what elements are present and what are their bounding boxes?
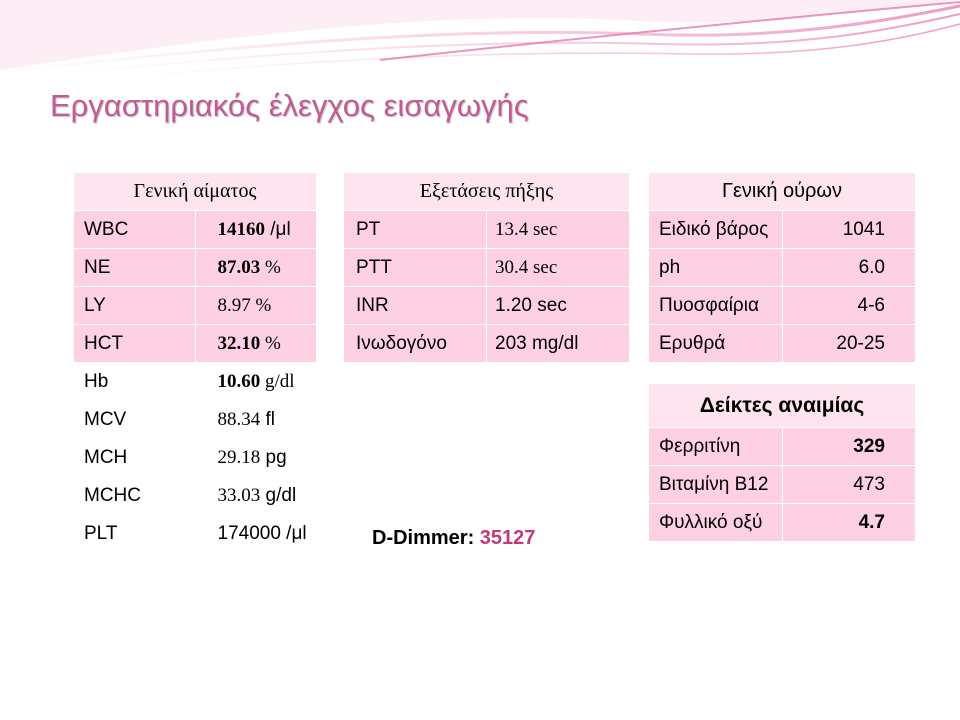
blood-count-unit: fl (260, 408, 276, 430)
blood-count-label: NE (74, 249, 196, 287)
table-row (649, 287, 916, 325)
anemia-label: Φερριτίνη (649, 428, 783, 466)
blood-count-unit: % (260, 256, 281, 278)
blood-count-number: 32.10 (217, 332, 261, 354)
blood-count-label: PLT (74, 515, 196, 553)
coagulation-header: Εξετάσεις πήξης (344, 173, 630, 211)
blood-count-unit: % (250, 294, 272, 316)
urine-label: ph (649, 249, 783, 287)
blood-count-label: MCH (74, 439, 196, 477)
anemia-indices-header: Δείκτες αναιμίας (649, 384, 916, 428)
urine-label: Πυοσφαίρια (649, 287, 783, 325)
table-row (649, 249, 916, 287)
table-row (649, 504, 916, 542)
d-dimer-label: D-Dimmer: (372, 527, 480, 549)
blood-count-label: HCT (74, 325, 196, 363)
coagulation-value: 1.20 sec (487, 287, 630, 325)
table-row (344, 287, 630, 325)
anemia-indices-table (648, 383, 916, 542)
table-row (344, 211, 630, 249)
coagulation-label: Ινωδογόνο (344, 325, 487, 363)
blood-count-number: 10.60 (217, 370, 261, 392)
blood-count-number: 33.03 (217, 484, 261, 506)
blood-count-unit: /μl (280, 522, 307, 544)
coagulation-value: 30.4 sec (487, 249, 630, 287)
urine-value: 20-25 (782, 325, 916, 363)
anemia-value: 4.7 (782, 504, 916, 542)
blood-count-unit: % (260, 332, 281, 354)
table-row (74, 325, 317, 363)
blood-count-label: MCV (74, 401, 196, 439)
anemia-value: 473 (782, 466, 916, 504)
blood-count-header: Γενική αίματος (74, 173, 317, 211)
table-row (649, 466, 916, 504)
d-dimer-result (372, 527, 535, 550)
table-row (344, 325, 630, 363)
blood-count-unit: g/dl (260, 370, 295, 392)
table-row (74, 249, 317, 287)
anemia-label: Βιταμίνη Β12 (649, 466, 783, 504)
urine-header: Γενική ούρων (649, 173, 916, 211)
coagulation-label: PT (344, 211, 487, 249)
coagulation-value: 203 mg/dl (487, 325, 630, 363)
blood-count-number: 174000 (217, 522, 281, 544)
table-row (74, 439, 317, 477)
decorative-swoosh (0, 0, 960, 100)
anemia-label: Φυλλικό οξύ (649, 504, 783, 542)
blood-count-number: 87.03 (217, 256, 261, 278)
blood-count-label: MCHC (74, 477, 196, 515)
blood-count-number: 88.34 (217, 408, 261, 430)
urine-table (648, 172, 916, 363)
blood-count-unit: g/dl (260, 484, 297, 506)
anemia-value: 329 (782, 428, 916, 466)
table-row (74, 211, 317, 249)
urine-value: 1041 (782, 211, 916, 249)
coagulation-label: PTT (344, 249, 487, 287)
table-row (649, 325, 916, 363)
blood-count-number: 29.18 (217, 446, 261, 468)
table-row (649, 211, 916, 249)
table-row (74, 515, 317, 553)
blood-count-unit: pg (260, 446, 287, 468)
blood-count-label: Hb (74, 363, 196, 401)
coagulation-label: INR (344, 287, 487, 325)
page-title: Εργαστηριακός έλεγχος εισαγωγής (50, 88, 529, 123)
table-row (74, 401, 317, 439)
blood-count-table (73, 172, 317, 553)
urine-label: Ερυθρά (649, 325, 783, 363)
table-row (74, 363, 317, 401)
table-row (649, 428, 916, 466)
d-dimer-value: 35127 (479, 527, 536, 549)
blood-count-label: LY (74, 287, 196, 325)
urine-value: 6.0 (782, 249, 916, 287)
urine-value: 4-6 (782, 287, 916, 325)
urine-label: Ειδικό βάρος (649, 211, 783, 249)
blood-count-label: WBC (74, 211, 196, 249)
table-row (74, 287, 317, 325)
coagulation-value: 13.4 sec (487, 211, 630, 249)
coagulation-table (343, 172, 630, 363)
table-row (74, 477, 317, 515)
blood-count-number: 14160 (217, 218, 265, 240)
blood-count-unit: /μl (265, 218, 291, 240)
blood-count-number: 8.97 (217, 294, 251, 316)
table-row (344, 249, 630, 287)
